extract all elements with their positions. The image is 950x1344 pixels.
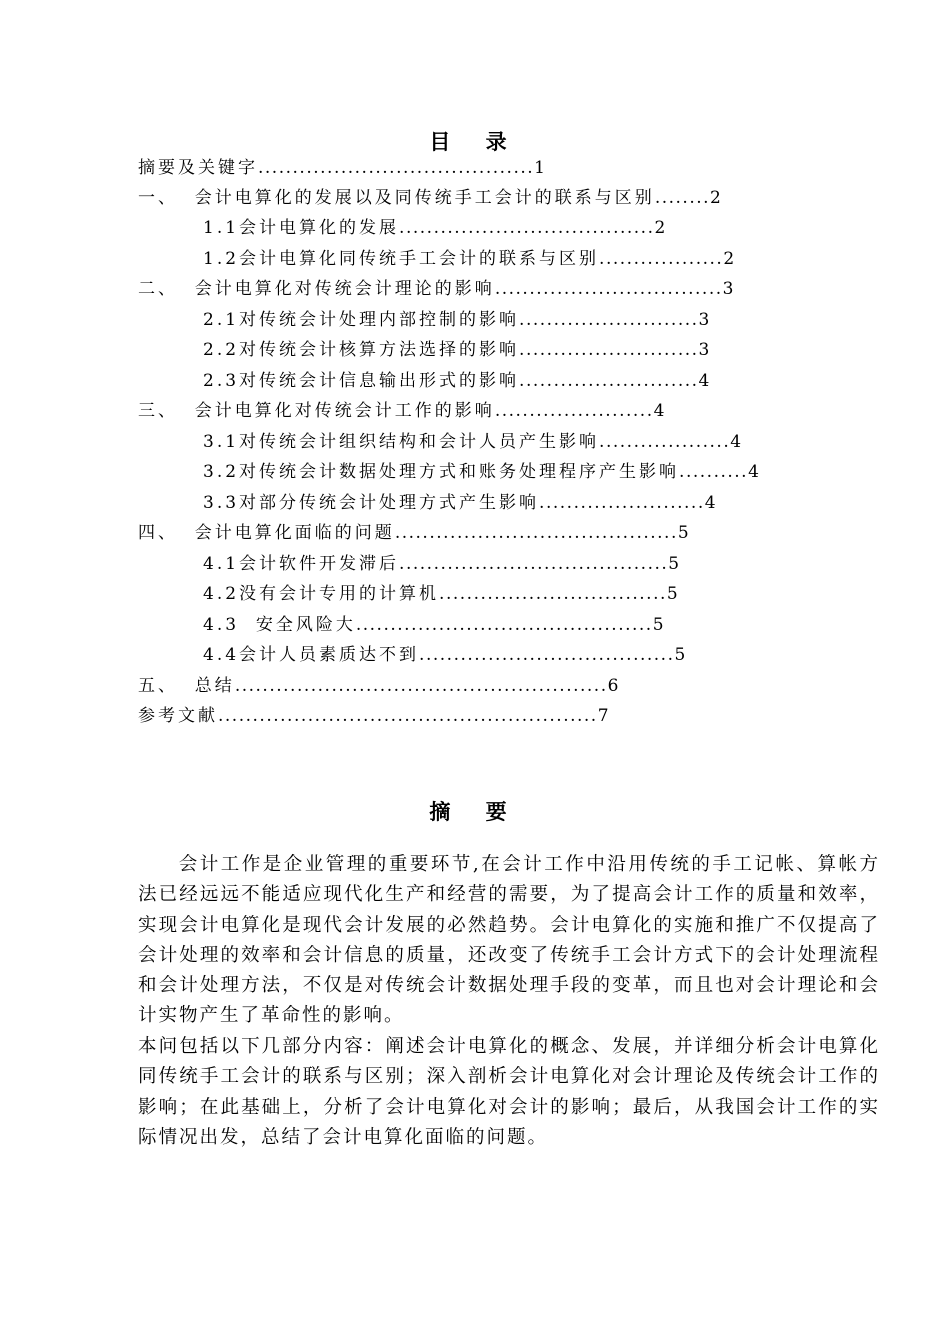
toc-entry-page: 4 [653, 401, 666, 421]
toc-entry-label: 1.2会计电算化同传统手工会计的联系与区别 [203, 249, 600, 269]
toc-entry-dots: ................................. [494, 279, 723, 299]
toc-entry-dots: .......................... [519, 340, 699, 360]
toc-entry[interactable] [203, 461, 760, 483]
toc-entry-label: 三、 会计电算化对传统会计工作的影响 [138, 401, 495, 421]
toc-entry-dots: .......................... [519, 310, 699, 330]
toc-entry-label: 3.1对传统会计组织结构和会计人员产生影响 [203, 432, 600, 452]
toc-entry[interactable] [138, 278, 735, 300]
toc-entry-page: 1 [534, 158, 547, 178]
toc-entry-page: 2 [723, 249, 736, 269]
toc-entry[interactable] [203, 431, 743, 453]
toc-entry-page: 5 [677, 523, 691, 543]
toc-entry-label: 参考文献 [138, 706, 218, 726]
toc-entry[interactable] [138, 675, 620, 697]
toc-entry-dots: ........................ [539, 493, 705, 513]
toc-entry-label: 五、 总结 [138, 676, 235, 696]
toc-entry-label: 2.3对传统会计信息输出形式的影响 [203, 371, 520, 391]
toc-entry-dots: ........................................... [355, 615, 653, 635]
toc-entry[interactable] [203, 644, 687, 666]
toc-entry-label: 3.2对传统会计数据处理方式和账务处理程序产生影响 [203, 462, 680, 482]
toc-entry-label: 4.2没有会计专用的计算机 [203, 584, 440, 604]
toc-title: 目 录 [429, 130, 521, 154]
toc-entry-dots: ................................. [439, 584, 667, 604]
toc-entry-label: 4.1会计软件开发滞后 [203, 554, 400, 574]
toc-entry-label: 4.4会计人员素质达不到 [203, 645, 420, 665]
toc-entry-dots: ......................................... [394, 523, 678, 543]
toc-entry[interactable] [203, 339, 711, 361]
abstract-title: 摘 要 [429, 800, 521, 824]
toc-entry-dots: ..................................... [399, 218, 655, 238]
toc-entry-page: 6 [607, 676, 620, 696]
abstract-paragraph: 会计工作是企业管理的重要环节,在会计工作中沿用传统的手工记帐、算帐方法已经远远不能适应现代化生产和经营的需要，为了提高会计工作的质量和效率，实现会计电算化是现代会计发展的必然趋势。会计电算化的实施和推广不仅提高了会计处理的效率和会计信息的质量，还改变了传统手工会计方式下的会计处理流程和会计处理方法，不仅是对传统会计数据处理手段的变革，而且也对会计理论和会计实物产生了革命性的影响。 [138, 854, 880, 1027]
toc-entry[interactable] [203, 217, 667, 239]
toc-entry-page: 5 [652, 615, 666, 635]
toc-entry[interactable] [138, 705, 610, 727]
toc-entry-dots: ........ [654, 188, 711, 208]
toc-entry[interactable] [203, 248, 736, 270]
toc-entry-page: 4 [704, 493, 718, 513]
toc-entry-dots: .......................... [519, 371, 699, 391]
toc-entry-page: 3 [698, 340, 711, 360]
toc-entry[interactable] [138, 522, 690, 544]
toc-entry-label: 四、 会计电算化面临的问题 [138, 523, 395, 543]
toc-entry[interactable] [138, 400, 666, 422]
toc-entry-page: 2 [654, 218, 667, 238]
toc-entry-page: 7 [597, 706, 611, 726]
toc-entry-label: 2.1对传统会计处理内部控制的影响 [203, 310, 520, 330]
toc-entry[interactable] [138, 157, 546, 179]
abstract-paragraph: 本问包括以下几部分内容：阐述会计电算化的概念、发展，并详细分析会计电算化同传统手工会计的联系与区别；深入剖析会计电算化对会计理论及传统会计工作的影响；在此基础上，分析了会计电算化对会计的影响；最后，从我国会计工作的实际情况出发，总结了会计电算化面临的问题。 [138, 1036, 880, 1148]
toc-entry[interactable] [203, 553, 681, 575]
toc-entry-page: 4 [730, 432, 743, 452]
toc-entry[interactable] [203, 370, 711, 392]
toc-entry[interactable] [138, 187, 722, 209]
toc-entry-dots: ....................................................... [218, 706, 598, 726]
toc-entry[interactable] [203, 614, 665, 636]
toc-entry-page: 3 [722, 279, 735, 299]
toc-entry-page: 5 [668, 554, 681, 574]
toc-entry-label: 4.3 安全风险大 [203, 615, 356, 635]
toc-entry-dots: .......... [679, 462, 749, 482]
toc-entry[interactable] [203, 309, 711, 331]
toc-entry-dots: ..................................... [419, 645, 675, 665]
toc-entry-dots: ...................................................... [234, 676, 608, 696]
toc-entry-page: 4 [698, 371, 711, 391]
toc-entry[interactable] [203, 492, 717, 514]
toc-entry-dots: ....................... [494, 401, 654, 421]
toc-entry-page: 5 [674, 645, 687, 665]
toc-entry-label: 1.1会计电算化的发展 [203, 218, 400, 238]
toc-entry-dots: .................. [599, 249, 724, 269]
toc-entry-page: 2 [710, 188, 723, 208]
toc-entry-label: 3.3对部分传统会计处理方式产生影响 [203, 493, 540, 513]
toc-entry[interactable] [203, 583, 679, 605]
toc-entry-page: 4 [748, 462, 761, 482]
toc-entry-page: 3 [698, 310, 711, 330]
toc-entry-label: 2.2对传统会计核算方法选择的影响 [203, 340, 520, 360]
toc-entry-page: 5 [666, 584, 680, 604]
toc-entry-label: 二、 会计电算化对传统会计理论的影响 [138, 279, 495, 299]
toc-entry-dots: ................... [599, 432, 731, 452]
toc-entry-dots: ........................................ [258, 158, 535, 178]
toc-entry-label: 一、 会计电算化的发展以及同传统手工会计的联系与区别 [138, 188, 655, 208]
toc-entry-dots: ....................................... [399, 554, 669, 574]
toc-entry-label: 摘要及关键字 [138, 158, 258, 178]
